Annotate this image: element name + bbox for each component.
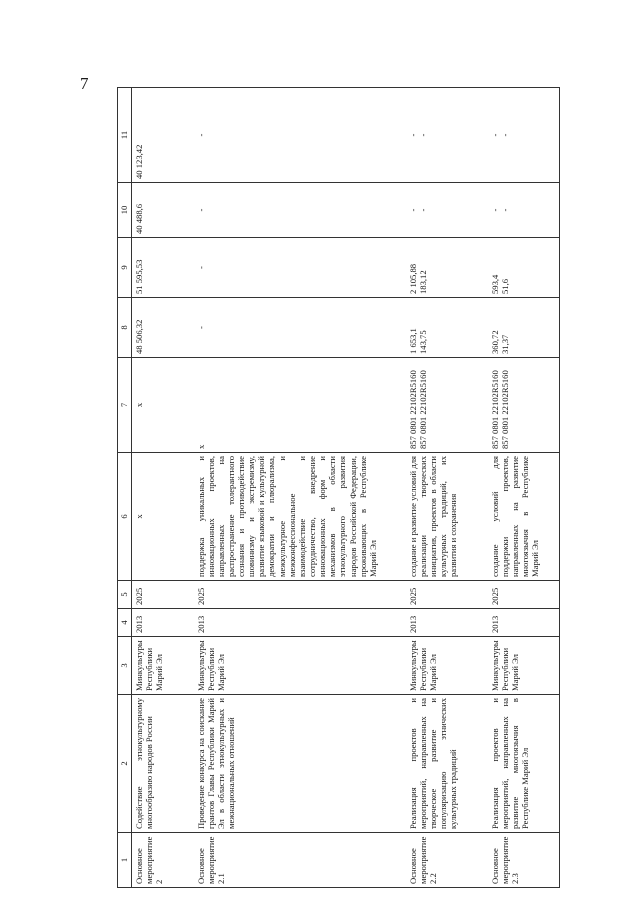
expected-result [132,453,194,581]
column-number: 7 [118,358,132,453]
column-number-row [118,88,132,888]
start-year: 2013 [406,609,488,637]
table-row [406,88,488,888]
event-code: Основное мероприятие 2 [132,833,194,888]
value-line: - [195,133,206,137]
amount-col-10 [406,183,488,238]
value-line: - [417,133,428,137]
amount-col-11 [488,88,560,183]
amount-col-10 [194,183,406,238]
value-line: 2 105,88 [407,263,418,294]
amount-col-9 [406,238,488,298]
value-line: - [489,133,500,137]
value-line: - [417,208,428,212]
value-line: - [407,208,418,212]
column-number: 5 [118,581,132,609]
program-table [117,87,560,888]
value-line: - [407,133,418,137]
amount-col-9 [488,238,560,298]
budget-code [132,358,194,453]
amount-col-8 [406,298,488,358]
value-line: 857 0801 22102R5160 [407,370,418,449]
end-year: 2025 [488,581,560,609]
end-year: 2025 [194,581,406,609]
column-number: 8 [118,298,132,358]
event-code: Основное мероприятие 2.2 [406,833,488,888]
expected-result [194,453,406,581]
budget-code [488,358,560,453]
value-line: поддержка уникальных и инновационных проектов, направленных на распространение толерантного сознания и противодействие шовинизму и экстремизму, развитие языковой и культурной демократии и плюрализма, межкультурное и межконфессиональное взаимодействие и сотрудничество, внедрение инновационных форм и механизмов в области этнокультурного развития народов Российской Федерации, проживающих в Республике Марий Эл [195,456,378,577]
value-line: - [499,133,510,137]
column-number: 4 [118,609,132,637]
end-year: 2025 [132,581,194,609]
executor: Минкультуры Республики Марий Эл [406,637,488,695]
amount-col-9 [194,238,406,298]
value-line: 31,37 [499,334,510,354]
value-line: 593,4 [489,274,500,294]
expected-result [488,453,560,581]
program-table-sheet [117,88,597,888]
budget-code [406,358,488,453]
amount-col-11 [194,88,406,183]
value-line: - [195,266,206,269]
amount-col-10 [488,183,560,238]
value-line: x [134,514,144,519]
amount-col-9 [132,238,194,298]
amount-col-8 [132,298,194,358]
value-line: создание и развитие условий для реализации творческих инициатив, проектов в области культурных традиций, их развития и сохранения [407,456,459,577]
executor: Минкультуры Республики Марий Эл [488,637,560,695]
event-name: Реализация проектов и мероприятий, направленных на творческое развитие и популяризацию этнических культурных традиций [406,695,488,833]
value-line: 40 488,6 [134,203,144,234]
column-number: 10 [118,183,132,238]
start-year: 2013 [132,609,194,637]
value-line: 857 0801 22102R5160 [417,370,428,449]
value-line: x [134,402,144,408]
value-line: 51 595,53 [134,259,144,294]
column-number: 11 [118,88,132,183]
event-code: Основное мероприятие 2.3 [488,833,560,888]
value-line: - [195,326,206,329]
amount-col-8 [194,298,406,358]
value-line: 40 123,42 [134,144,144,179]
table-row [488,88,560,888]
start-year: 2013 [488,609,560,637]
amount-col-10 [132,183,194,238]
event-code: Основное мероприятие 2.1 [194,833,406,888]
page-number: 7 [80,74,89,93]
value-line: 857 0801 22102R5160 [499,370,510,449]
column-number: 1 [118,833,132,888]
amount-col-8 [488,298,560,358]
value-line: - [499,208,510,212]
value-line: 51,6 [499,278,510,294]
expected-result [406,453,488,581]
start-year: 2013 [194,609,406,637]
value-line: x [195,444,206,449]
value-line: 183,12 [417,270,428,294]
value-line: - [489,208,500,212]
event-name: Реализация проектов и мероприятий, направленных на развитие многоязычия в Республике Марий Эл [488,695,560,833]
column-number: 9 [118,238,132,298]
value-line: - [195,208,206,212]
value-line: 360,72 [489,330,500,354]
end-year: 2025 [406,581,488,609]
column-number: 2 [118,695,132,833]
value-line: 143,75 [417,330,428,354]
value-line: создание условий для поддержки проектов, направленных на развитие многоязычия в Республике Марий Эл [489,456,541,577]
amount-col-11 [132,88,194,183]
value-line: 857 0801 22102R5160 [489,370,500,449]
value-line: 1 653,1 [407,328,418,354]
column-number: 6 [118,453,132,581]
table-row [132,88,194,888]
executor: Минкультуры Республики Марий Эл [132,637,194,695]
event-name: Содействие этнокультурному многообразию народов России [132,695,194,833]
column-number: 3 [118,637,132,695]
value-line: 48 506,32 [134,319,144,354]
budget-code [194,358,406,453]
amount-col-11 [406,88,488,183]
table-row [194,88,406,888]
executor: Минкультуры Республики Марий Эл [194,637,406,695]
event-name: Проведение конкурса на соискание грантов Главы Республики Марий Эл в области этнокультурных и межнациональных отношений [194,695,406,833]
